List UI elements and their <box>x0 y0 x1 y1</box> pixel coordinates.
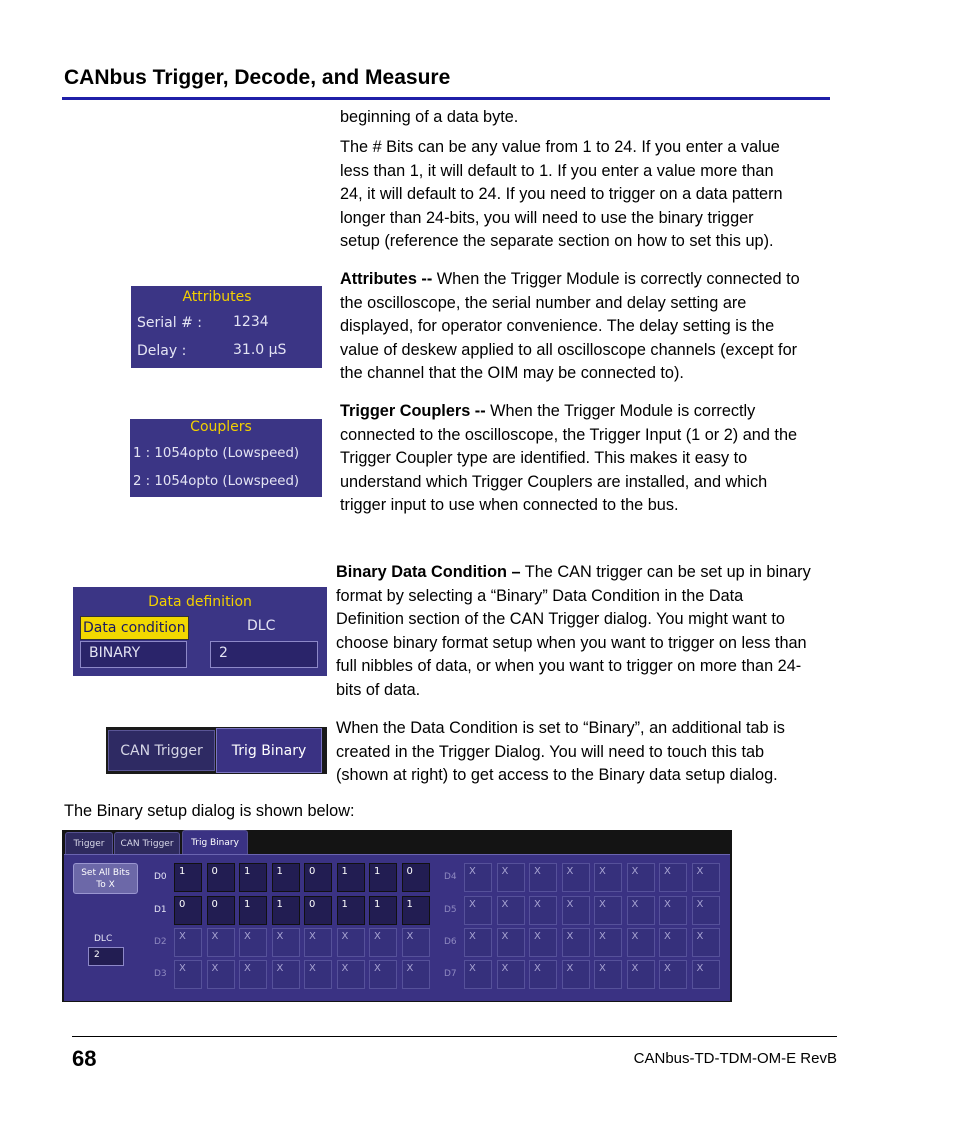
text-line <box>340 268 800 292</box>
bit-cell-d5-5[interactable]: X <box>627 896 655 925</box>
paragraph-tab <box>336 717 785 788</box>
set-all-bits-button[interactable] <box>73 863 138 894</box>
couplers-title: Couplers <box>190 419 252 435</box>
bit-cell-d1-4[interactable]: 0 <box>304 896 332 925</box>
bit-cell-d4-6[interactable]: X <box>659 863 687 892</box>
bit-cell-d5-1[interactable]: X <box>497 896 525 925</box>
text-span: When the Trigger Module is correctly connected to <box>432 270 800 288</box>
text-line: less than 1, it will default to 1. If you enter a value more than <box>340 161 774 180</box>
bit-cell-d6-6[interactable]: X <box>659 928 687 957</box>
term-couplers: Trigger Couplers -- <box>340 402 486 420</box>
bit-cell-d6-0[interactable]: X <box>464 928 492 957</box>
bit-cell-d2-2[interactable]: X <box>239 928 267 957</box>
term-binary: Binary Data Condition – <box>336 563 521 581</box>
row-label-d0: D0 <box>154 872 167 882</box>
tab-trigger[interactable]: Trigger <box>65 832 113 854</box>
bit-cell-d1-6[interactable]: 1 <box>369 896 397 925</box>
text-line: longer than 24-bits, you will need to use the binary trigger <box>340 208 754 227</box>
data-condition-select[interactable]: BINARY <box>80 641 187 668</box>
tab-trig-binary[interactable]: Trig Binary <box>216 728 322 773</box>
bit-cell-d6-2[interactable]: X <box>529 928 557 957</box>
binary-setup-dialog <box>62 830 732 1002</box>
bit-cell-d1-3[interactable]: 1 <box>272 896 300 925</box>
serial-value: 1234 <box>233 314 269 330</box>
heading-rule <box>62 97 830 100</box>
bit-cell-d2-0[interactable]: X <box>174 928 202 957</box>
bit-cell-d4-5[interactable]: X <box>627 863 655 892</box>
row-label-d1: D1 <box>154 905 167 915</box>
paragraph-couplers <box>340 400 797 518</box>
bit-cell-d6-5[interactable]: X <box>627 928 655 957</box>
bit-cell-d0-6[interactable]: 1 <box>369 863 397 892</box>
bit-cell-d2-1[interactable]: X <box>207 928 235 957</box>
bit-cell-d1-1[interactable]: 0 <box>207 896 235 925</box>
bit-cell-d7-4[interactable]: X <box>594 960 622 989</box>
row-label-d4: D4 <box>444 872 457 882</box>
text-line: Trigger Coupler type are identified. This makes it easy to <box>340 449 748 468</box>
button-label: Set All Bits <box>81 868 130 878</box>
paragraph-continuation: beginning of a data byte. <box>340 108 519 126</box>
bit-cell-d6-1[interactable]: X <box>497 928 525 957</box>
bit-cell-d7-2[interactable]: X <box>529 960 557 989</box>
text-line: connected to the oscilloscope, the Trigger Input (1 or 2) and the <box>340 425 798 444</box>
text-span: The CAN trigger can be set up in binary <box>520 563 811 581</box>
bit-cell-d5-7[interactable]: X <box>692 896 720 925</box>
bit-cell-d1-2[interactable]: 1 <box>239 896 267 925</box>
text-line: the oscilloscope, the serial number and delay setting are <box>340 293 747 312</box>
bit-cell-d7-7[interactable]: X <box>692 960 720 989</box>
text-line <box>336 561 811 585</box>
text-line: value of deskew applied to all oscilloscope channels (except for <box>340 340 798 359</box>
page-number: 68 <box>72 1046 97 1071</box>
dlc-input[interactable]: 2 <box>210 641 318 668</box>
bit-cell-d7-5[interactable]: X <box>627 960 655 989</box>
text-line: bits of data. <box>336 680 421 699</box>
text-line: 24, it will default to 24. If you need to trigger on a data pattern <box>340 185 783 204</box>
bit-cell-d6-4[interactable]: X <box>594 928 622 957</box>
bit-cell-d2-4[interactable]: X <box>304 928 332 957</box>
paragraph-binary <box>336 561 811 703</box>
bit-cell-d3-2[interactable]: X <box>239 960 267 989</box>
bit-cell-d3-7[interactable]: X <box>402 960 430 989</box>
bit-cell-d4-4[interactable]: X <box>594 863 622 892</box>
bit-cell-d0-1[interactable]: 0 <box>207 863 235 892</box>
paragraph-bits <box>340 136 783 254</box>
couplers-panel <box>130 419 322 497</box>
text-line: format by selecting a “Binary” Data Condition in the Data <box>336 586 744 605</box>
bit-cell-d0-0[interactable]: 1 <box>174 863 202 892</box>
coupler-line-2: 2 : 1054opto (Lowspeed) <box>133 474 300 489</box>
row-label-d2: D2 <box>154 937 167 947</box>
tab-trig-binary[interactable]: Trig Binary <box>182 830 248 855</box>
text-line: choose binary format setup when you want to trigger on less than <box>336 633 807 652</box>
row-label-d3: D3 <box>154 969 167 979</box>
text-line: the channel that the OIM may be connected to). <box>340 364 684 383</box>
bit-cell-d3-6[interactable]: X <box>369 960 397 989</box>
bit-cell-d6-3[interactable]: X <box>562 928 590 957</box>
attributes-panel <box>131 286 322 368</box>
bit-cell-d4-7[interactable]: X <box>692 863 720 892</box>
bit-cell-d5-0[interactable]: X <box>464 896 492 925</box>
attributes-title: Attributes <box>182 289 252 305</box>
dialog-caption: The Binary setup dialog is shown below: <box>64 802 355 820</box>
bit-cell-d5-2[interactable]: X <box>529 896 557 925</box>
text-line: trigger input to use when connected to the bus. <box>340 496 679 515</box>
bit-cell-d3-4[interactable]: X <box>304 960 332 989</box>
data-condition-label: Data condition <box>80 616 189 640</box>
bit-cell-d3-3[interactable]: X <box>272 960 300 989</box>
bit-cell-d3-1[interactable]: X <box>207 960 235 989</box>
bit-cell-d0-5[interactable]: 1 <box>337 863 365 892</box>
tab-can-trigger[interactable]: CAN Trigger <box>114 832 180 854</box>
bit-cell-d2-5[interactable]: X <box>337 928 365 957</box>
text-line: The # Bits can be any value from 1 to 24. If you enter a value <box>340 138 780 156</box>
text-line: When the Data Condition is set to “Binary”, an additional tab is <box>336 719 785 737</box>
bit-cell-d5-4[interactable]: X <box>594 896 622 925</box>
bit-cell-d5-3[interactable]: X <box>562 896 590 925</box>
bit-cell-d3-0[interactable]: X <box>174 960 202 989</box>
coupler-line-1: 1 : 1054opto (Lowspeed) <box>133 446 300 461</box>
row-label-d5: D5 <box>444 905 457 915</box>
delay-value: 31.0 µS <box>233 342 287 358</box>
text-line: Definition section of the CAN Trigger dialog. You might want to <box>336 610 785 629</box>
bit-cell-d6-7[interactable]: X <box>692 928 720 957</box>
dlc-input[interactable]: 2 <box>88 947 124 966</box>
term-attributes: Attributes -- <box>340 270 433 288</box>
bit-cell-d4-3[interactable]: X <box>562 863 590 892</box>
text-line: (shown at right) to get access to the Binary data setup dialog. <box>336 766 778 785</box>
bit-cell-d7-3[interactable]: X <box>562 960 590 989</box>
binary-dialog-body <box>64 854 730 1001</box>
bit-cell-d0-3[interactable]: 1 <box>272 863 300 892</box>
paragraph-attributes <box>340 268 800 386</box>
bit-cell-d3-5[interactable]: X <box>337 960 365 989</box>
row-label-d7: D7 <box>444 969 457 979</box>
text-line <box>340 400 797 424</box>
text-line: understand which Trigger Couplers are installed, and which <box>340 472 768 491</box>
dlc-label: DLC <box>247 618 276 634</box>
footer-rule <box>72 1036 837 1037</box>
bit-cell-d7-6[interactable]: X <box>659 960 687 989</box>
bit-cell-d1-0[interactable]: 0 <box>174 896 202 925</box>
bit-cell-d4-0[interactable]: X <box>464 863 492 892</box>
bit-cell-d0-4[interactable]: 0 <box>304 863 332 892</box>
bit-cell-d7-1[interactable]: X <box>497 960 525 989</box>
document-id: CANbus-TD-TDM-OM-E RevB <box>633 1050 837 1067</box>
bit-cell-d2-7[interactable]: X <box>402 928 430 957</box>
bit-cell-d1-7[interactable]: 1 <box>402 896 430 925</box>
data-definition-title: Data definition <box>148 594 252 610</box>
serial-label: Serial # : <box>137 315 202 331</box>
text-span: When the Trigger Module is correctly <box>485 402 756 420</box>
row-label-d6: D6 <box>444 937 457 947</box>
delay-label: Delay : <box>137 343 187 359</box>
trigger-tabs-panel <box>106 727 327 774</box>
bit-cell-d7-0[interactable]: X <box>464 960 492 989</box>
bit-cell-d0-7[interactable]: 0 <box>402 863 430 892</box>
text-line: created in the Trigger Dialog. You will need to touch this tab <box>336 742 765 761</box>
text-line: full nibbles of data, or when you want to trigger on more than 24- <box>336 657 802 676</box>
button-label: To X <box>96 880 115 890</box>
data-definition-panel <box>73 587 327 676</box>
bit-cell-d0-2[interactable]: 1 <box>239 863 267 892</box>
bit-cell-d4-1[interactable]: X <box>497 863 525 892</box>
bit-cell-d4-2[interactable]: X <box>529 863 557 892</box>
page-heading: CANbus Trigger, Decode, and Measure <box>64 66 451 89</box>
bit-cell-d2-3[interactable]: X <box>272 928 300 957</box>
bit-cell-d2-6[interactable]: X <box>369 928 397 957</box>
text-line: displayed, for operator convenience. The delay setting is the <box>340 317 775 336</box>
dlc-label: DLC <box>94 934 113 944</box>
bit-cell-d5-6[interactable]: X <box>659 896 687 925</box>
text-line: setup (reference the separate section on how to set this up). <box>340 232 774 251</box>
bit-cell-d1-5[interactable]: 1 <box>337 896 365 925</box>
tab-can-trigger[interactable]: CAN Trigger <box>108 730 215 771</box>
